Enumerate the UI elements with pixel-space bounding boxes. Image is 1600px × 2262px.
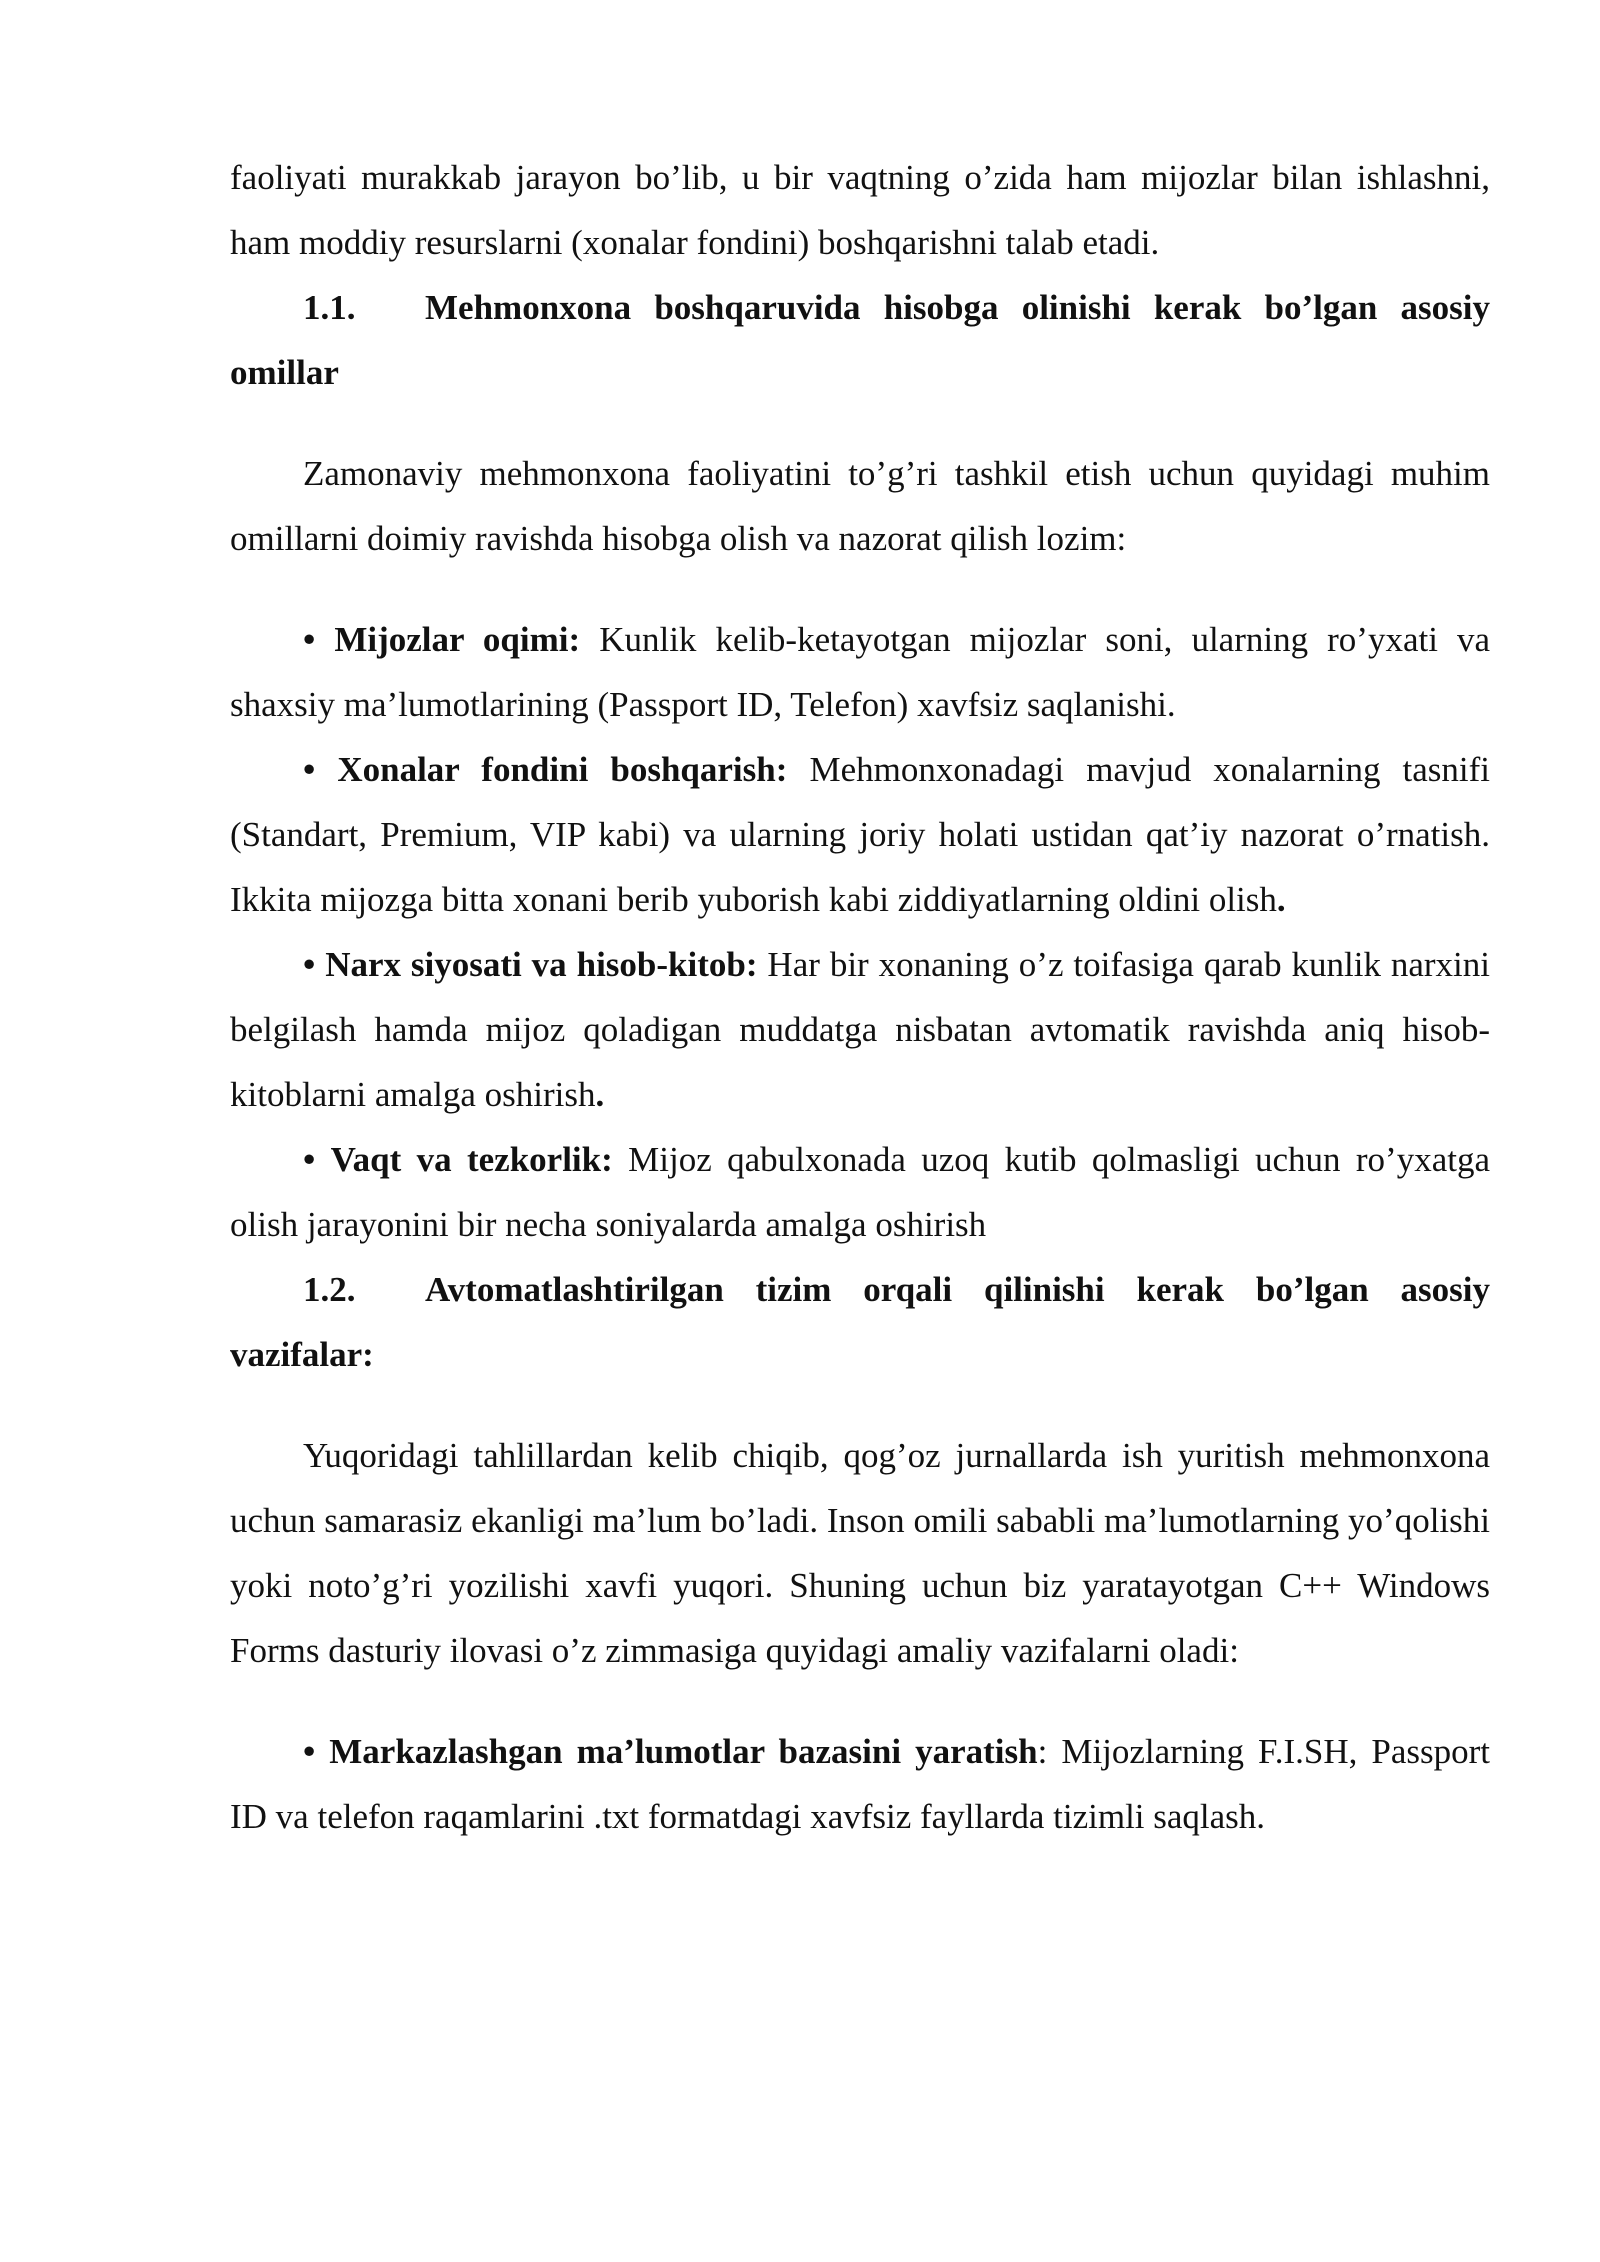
section-title: Mehmonxona boshqaruvida hisobga olinishi kerak bo’lgan asosiy omillar <box>230 288 1490 392</box>
bullet-term: Vaqt va tezkorlik: <box>330 1140 613 1179</box>
bullet-text: Kunlik kelib-ketayotgan mijozlar soni, ularning ro’yxati va shaxsiy ma’lumotlarining (Passport ID, Telefon) xavfsiz saqlanishi. <box>230 620 1490 724</box>
bullet-icon: • <box>303 945 316 984</box>
document-body <box>230 145 1490 1849</box>
bullet-item <box>230 1719 1490 1849</box>
bullet-text: Mehmonxonadagi mavjud xonalarning tasnifi (Standart, Premium, VIP kabi) va ularning joriy holati ustidan qat’iy nazorat o’rnatish. Ikkita mijozga bitta xonani berib yuborish kabi ziddiyatlarning oldini olish <box>230 750 1491 919</box>
bullet-term: Narx siyosati va hisob-kitob: <box>325 945 758 984</box>
section-heading-1-2 <box>230 1257 1490 1387</box>
bullet-term: Xonalar fondini boshqarish: <box>337 750 788 789</box>
bullet-text: : Mijozlarning F.I.SH, Passport ID va telefon raqamlarini .txt formatdagi xavfsiz fayllarda tizimli saqlash. <box>230 1732 1490 1836</box>
bullet-icon: • <box>303 1732 316 1771</box>
bullet-text: Har bir xonaning o’z toifasiga qarab kunlik narxini belgilash hamda mijoz qoladigan muddatga nisbatan avtomatik ravishda aniq hisob-kitoblarni amalga oshirish <box>230 945 1491 1114</box>
bullet-end: . <box>1276 880 1286 919</box>
bullet-icon: • <box>303 620 316 659</box>
bullet-term: Mijozlar oqimi: <box>334 620 581 659</box>
bullet-item <box>230 932 1490 1127</box>
bullet-term: Markazlashgan ma’lumotlar bazasini yaratish <box>329 1732 1038 1771</box>
section-1-2-paragraph: Yuqoridagi tahlillardan kelib chiqib, qog’oz jurnallarda ish yuritish mehmonxona uchun samarasiz ekanligi ma’lum bo’ladi. Inson omili sababli ma’lumotlarning yo’qolishi yoki noto’g’ri yozilishi xavfi yuqori. Shuning uchun biz yaratayotgan C++ Windows Forms dasturiy ilovasi o’z zimmasiga quyidagi amaliy vazifalarni oladi: <box>230 1436 1490 1670</box>
bullet-text: Mijoz qabulxonada uzoq kutib qolmasligi uchun ro’yxatga olish jarayonini bir necha soniyalarda amalga oshirish <box>230 1140 1490 1244</box>
section-title: Avtomatlashtirilgan tizim orqali qilinishi kerak bo’lgan asosiy vazifalar: <box>230 1270 1490 1374</box>
bullet-icon: • <box>303 1140 316 1179</box>
section-number: 1.2. <box>303 1270 356 1309</box>
bullet-icon: • <box>303 750 316 789</box>
bullet-end: . <box>595 1075 605 1114</box>
intro-paragraph: faoliyati murakkab jarayon bo’lib, u bir vaqtning o’zida ham mijozlar bilan ishlashni, ham moddiy resurslarni (xonalar fondini) boshqarishni talab etadi. <box>230 158 1490 262</box>
section-heading-1-1 <box>230 275 1490 405</box>
bullet-item <box>230 737 1490 932</box>
bullet-item <box>230 607 1490 737</box>
section-number: 1.1. <box>303 288 356 327</box>
section-1-1-paragraph: Zamonaviy mehmonxona faoliyatini to’g’ri tashkil etish uchun quyidagi muhim omillarni doimiy ravishda hisobga olish va nazorat qilish lozim: <box>230 454 1490 558</box>
bullet-item <box>230 1127 1490 1257</box>
